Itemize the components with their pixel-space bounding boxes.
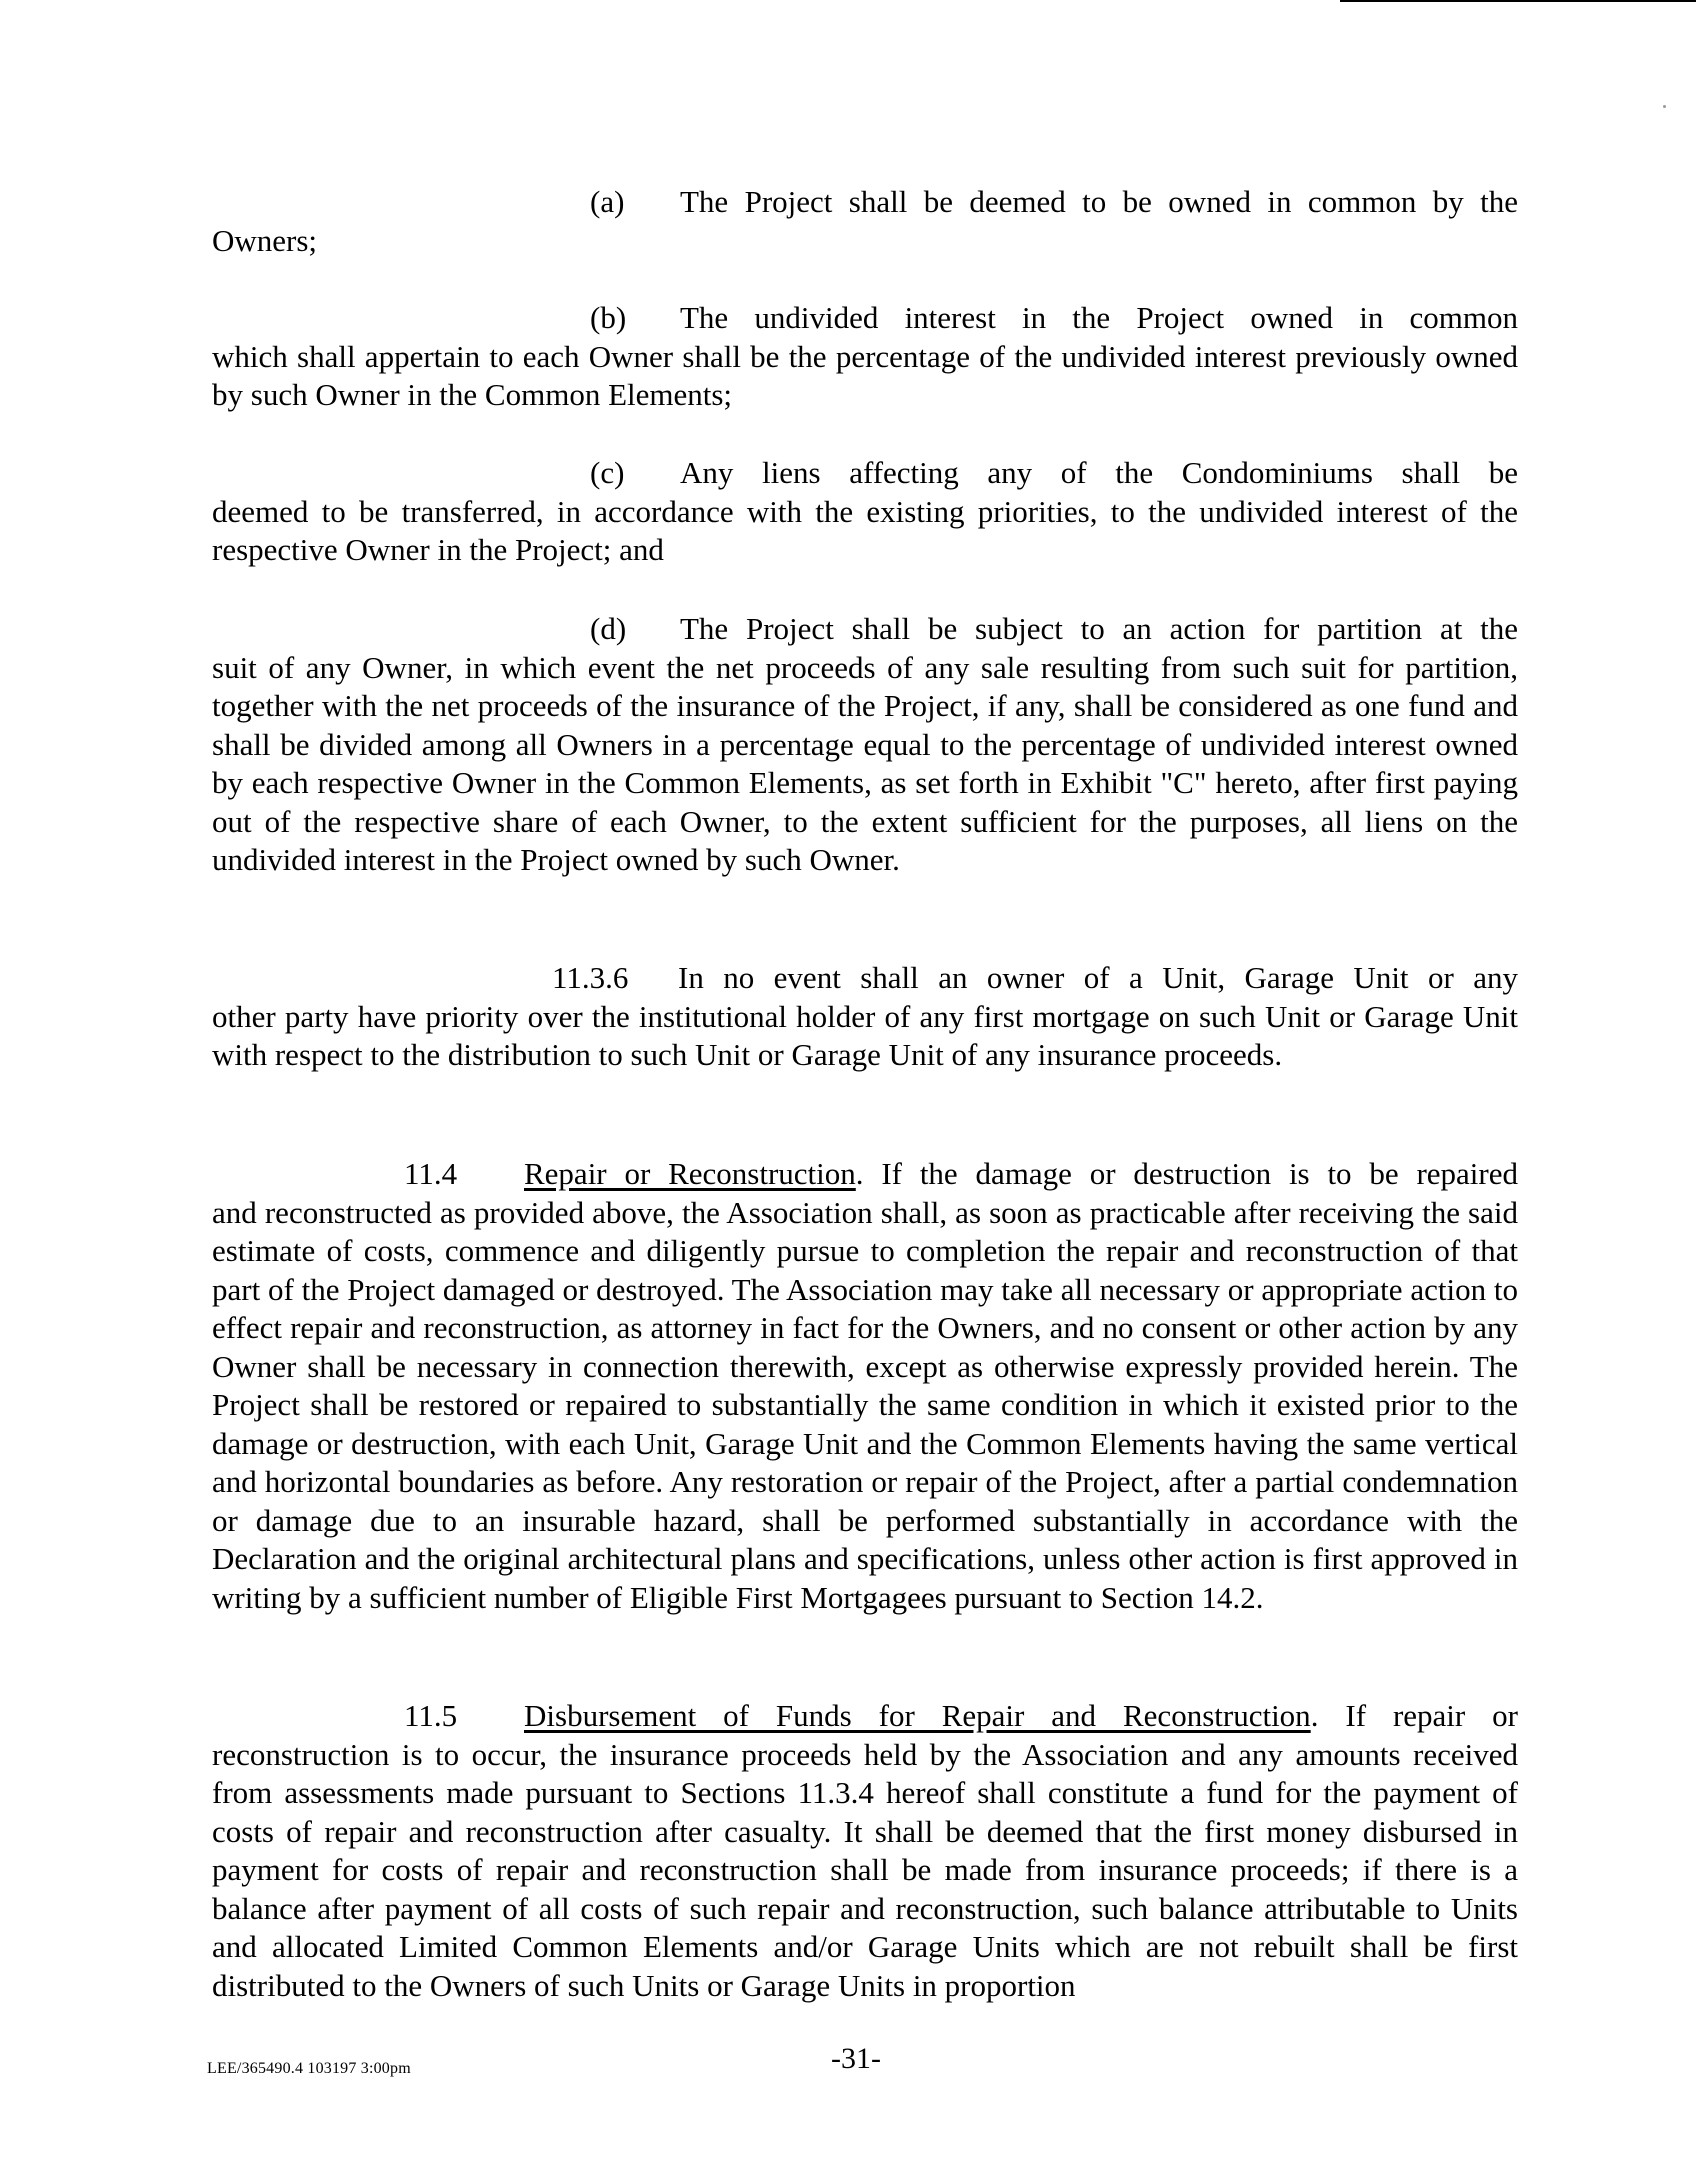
footer-doc-id: LEE/365490.4 103197 3:00pm xyxy=(207,2060,411,2077)
subsection-c-rest: deemed to be transferred, in accordance with the existing priorities, to the undivided interest of the respective Owner in the Project; and xyxy=(212,493,1518,567)
section-11-3-6-rest: other party have priority over the institutional holder of any first mortgage on such Unit or Garage Unit with respect to the distribution to such Unit or Garage Unit of any insurance proceeds. xyxy=(212,998,1518,1072)
section-11-4 xyxy=(212,1155,1518,1617)
section-11-4-first: . If the damage or destruction is to be repaired xyxy=(855,1156,1518,1191)
subsection-c-first-line xyxy=(590,454,1518,493)
section-11-4-first-line xyxy=(404,1155,1518,1194)
section-11-4-heading: Repair or Reconstruction xyxy=(524,1156,856,1191)
subsection-a-tag: (a) xyxy=(590,184,625,219)
section-11-3-6-first-line xyxy=(552,959,1518,998)
section-11-5-number: 11.5 xyxy=(404,1698,458,1733)
subsection-a-text: The Project shall be deemed to be owned in common by the xyxy=(680,184,1518,219)
subsection-a-first-line xyxy=(590,183,1518,222)
subsection-b-rest: which shall appertain to each Owner shall be the percentage of the undivided interest previously owned by such Owner in the Common Elements; xyxy=(212,338,1518,412)
subsection-b-first-line xyxy=(590,299,1518,338)
footer-page-number: -31- xyxy=(831,2042,881,2075)
section-11-3-6-number: 11.3.6 xyxy=(552,960,629,995)
section-11-5-rest: reconstruction is to occur, the insurance proceeds held by the Association and any amounts received from assessments made pursuant to Sections 11.3.4 hereof shall constitute a fund for the payment of costs of repair and reconstruction after casualty. It shall be deemed that the first money disbursed in payment for costs of repair and reconstruction shall be made from insurance proceeds; if there is a balance after payment of all costs of such repair and reconstruction, such balance attributable to Units and allocated Limited Common Elements and/or Garage Units which are not rebuilt shall be first distributed to the Owners of such Units or Garage Units in proportion xyxy=(212,1736,1518,2003)
subsection-c xyxy=(212,454,1518,570)
subsection-d xyxy=(212,610,1518,880)
subsection-d-first: The Project shall be subject to an action for partition at the xyxy=(680,611,1518,646)
subsection-c-tag: (c) xyxy=(590,455,625,490)
subsection-d-tag: (d) xyxy=(590,611,627,646)
section-11-4-number: 11.4 xyxy=(404,1156,458,1191)
subsection-a xyxy=(212,183,1518,260)
section-11-5-heading: Disbursement of Funds for Repair and Reconstruction xyxy=(524,1698,1311,1733)
subsection-d-rest: suit of any Owner, in which event the net proceeds of any sale resulting from such suit for partition, together with the net proceeds of the insurance of the Project, if any, shall be considered as one fund and shall be divided among all Owners in a percentage equal to the percentage of undivided interest owned by each respective Owner in the Common Elements, as set forth in Exhibit "C" hereto, after first paying out of the respective share of each Owner, to the extent sufficient for the purposes, all liens on the undivided interest in the Project owned by such Owner. xyxy=(212,649,1518,877)
subsection-b-tag: (b) xyxy=(590,300,627,335)
section-11-3-6-first: In no event shall an owner of a Unit, Garage Unit or any xyxy=(678,960,1518,995)
section-11-4-rest: and reconstructed as provided above, the Association shall, as soon as practicable after receiving the said estimate of costs, commence and diligently pursue to completion the repair and reconstruction of that part of the Project damaged or destroyed. The Association may take all necessary or appropriate action to effect repair and reconstruction, as attorney in fact for the Owners, and no consent or other action by any Owner shall be necessary in connection therewith, except as otherwise expressly provided herein. The Project shall be restored or repaired to substantially the same condition in which it existed prior to the damage or destruction, with each Unit, Garage Unit and the Common Elements having the same vertical and horizontal boundaries as before. Any restoration or repair of the Project, after a partial condemnation or damage due to an insurable hazard, shall be performed substantially in accordance with the Declaration and the original architectural plans and specifications, unless other action is first approved in writing by a sufficient number of Eligible First Mortgagees pursuant to Section 14.2. xyxy=(212,1194,1518,1615)
scan-speck xyxy=(1663,105,1666,108)
section-11-3-6 xyxy=(212,959,1518,1075)
subsection-c-first: Any liens affecting any of the Condominiums shall be xyxy=(680,455,1518,490)
subsection-d-first-line xyxy=(590,610,1518,649)
subsection-a-cont: Owners; xyxy=(212,222,318,258)
section-11-5-first-line xyxy=(404,1697,1518,1736)
section-11-5 xyxy=(212,1697,1518,2005)
top-edge-rule xyxy=(1340,0,1696,2)
subsection-b xyxy=(212,299,1518,415)
subsection-b-first: The undivided interest in the Project owned in common xyxy=(680,300,1518,335)
section-11-5-first: . If repair or xyxy=(1310,1698,1519,1733)
